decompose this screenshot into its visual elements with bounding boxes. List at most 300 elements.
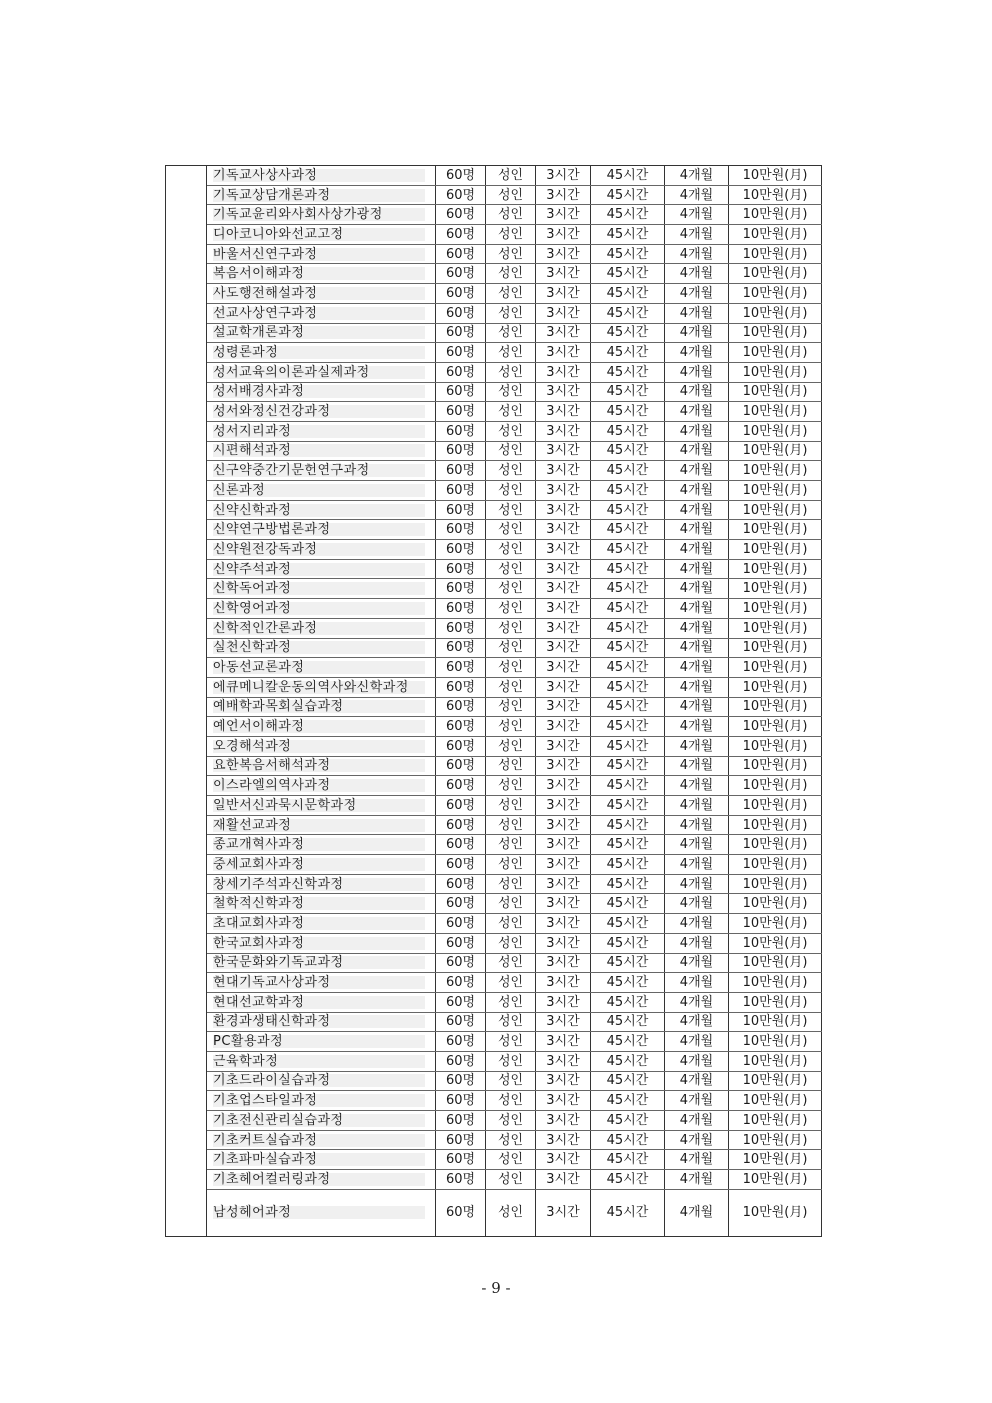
- target-cell: 성인: [486, 973, 536, 993]
- period-cell: 4개월: [665, 815, 729, 835]
- course-name: 에큐메니칼운동의역사와신학과정: [213, 681, 425, 694]
- period-cell: 4개월: [665, 264, 729, 284]
- course-name-cell: [207, 520, 436, 540]
- capacity-cell: 60명: [436, 500, 486, 520]
- category-cell: [166, 1150, 207, 1170]
- fee-cell: 10만원(月): [729, 835, 822, 855]
- total-hours-cell: 45시간: [591, 559, 665, 579]
- fee-cell: 10만원(月): [729, 677, 822, 697]
- capacity-cell: 60명: [436, 658, 486, 678]
- capacity-cell: 60명: [436, 638, 486, 658]
- table-row: [166, 796, 822, 816]
- course-name: 기초커트실습과정: [213, 1134, 425, 1147]
- target-cell: 성인: [486, 658, 536, 678]
- total-hours-cell: 45시간: [591, 402, 665, 422]
- capacity-cell: 60명: [436, 756, 486, 776]
- target-cell: 성인: [486, 382, 536, 402]
- capacity-cell: 60명: [436, 185, 486, 205]
- session-hours-cell: 3시간: [536, 894, 591, 914]
- session-hours-cell: 3시간: [536, 225, 591, 245]
- capacity-cell: 60명: [436, 402, 486, 422]
- category-cell: [166, 736, 207, 756]
- total-hours-cell: 45시간: [591, 1130, 665, 1150]
- total-hours-cell: 45시간: [591, 481, 665, 501]
- target-cell: 성인: [486, 500, 536, 520]
- course-name: 종교개혁사과정: [213, 838, 425, 851]
- course-name: 신학적인간론과정: [213, 622, 425, 635]
- session-hours-cell: 3시간: [536, 638, 591, 658]
- capacity-cell: 60명: [436, 1170, 486, 1190]
- target-cell: 성인: [486, 559, 536, 579]
- target-cell: 성인: [486, 677, 536, 697]
- total-hours-cell: 45시간: [591, 874, 665, 894]
- period-cell: 4개월: [665, 658, 729, 678]
- total-hours-cell: 45시간: [591, 697, 665, 717]
- fee-cell: 10만원(月): [729, 1091, 822, 1111]
- course-name-cell: [207, 815, 436, 835]
- course-name-cell: [207, 933, 436, 953]
- course-name-cell: [207, 1189, 436, 1236]
- period-cell: 4개월: [665, 1189, 729, 1236]
- target-cell: 성인: [486, 599, 536, 619]
- course-name: 성서와정신건강과정: [213, 405, 425, 418]
- total-hours-cell: 45시간: [591, 244, 665, 264]
- course-name: 기독교사상사과정: [213, 169, 425, 182]
- fee-cell: 10만원(月): [729, 540, 822, 560]
- course-name: 복음서이해과정: [213, 267, 425, 280]
- course-name-cell: [207, 402, 436, 422]
- category-cell: [166, 481, 207, 501]
- course-name: 이스라엘의역사과정: [213, 779, 425, 792]
- session-hours-cell: 3시간: [536, 933, 591, 953]
- capacity-cell: 60명: [436, 303, 486, 323]
- table-row: [166, 441, 822, 461]
- course-name: 신학독어과정: [213, 582, 425, 595]
- total-hours-cell: 45시간: [591, 362, 665, 382]
- course-name-cell: [207, 185, 436, 205]
- course-name-cell: [207, 835, 436, 855]
- target-cell: 성인: [486, 1189, 536, 1236]
- category-cell: [166, 618, 207, 638]
- fee-cell: 10만원(月): [729, 815, 822, 835]
- course-table: [165, 165, 822, 1237]
- period-cell: 4개월: [665, 1032, 729, 1052]
- fee-cell: 10만원(月): [729, 579, 822, 599]
- category-cell: [166, 697, 207, 717]
- session-hours-cell: 3시간: [536, 874, 591, 894]
- course-name-cell: [207, 166, 436, 186]
- session-hours-cell: 3시간: [536, 284, 591, 304]
- capacity-cell: 60명: [436, 1012, 486, 1032]
- target-cell: 성인: [486, 166, 536, 186]
- capacity-cell: 60명: [436, 559, 486, 579]
- target-cell: 성인: [486, 796, 536, 816]
- target-cell: 성인: [486, 933, 536, 953]
- fee-cell: 10만원(月): [729, 796, 822, 816]
- total-hours-cell: 45시간: [591, 796, 665, 816]
- target-cell: 성인: [486, 225, 536, 245]
- target-cell: 성인: [486, 1150, 536, 1170]
- capacity-cell: 60명: [436, 776, 486, 796]
- capacity-cell: 60명: [436, 461, 486, 481]
- fee-cell: 10만원(月): [729, 697, 822, 717]
- session-hours-cell: 3시간: [536, 914, 591, 934]
- target-cell: 성인: [486, 264, 536, 284]
- fee-cell: 10만원(月): [729, 323, 822, 343]
- table-row: [166, 953, 822, 973]
- fee-cell: 10만원(月): [729, 559, 822, 579]
- fee-cell: 10만원(月): [729, 382, 822, 402]
- period-cell: 4개월: [665, 1170, 729, 1190]
- session-hours-cell: 3시간: [536, 717, 591, 737]
- target-cell: 성인: [486, 481, 536, 501]
- category-cell: [166, 402, 207, 422]
- session-hours-cell: 3시간: [536, 402, 591, 422]
- category-cell: [166, 500, 207, 520]
- period-cell: 4개월: [665, 421, 729, 441]
- target-cell: 성인: [486, 323, 536, 343]
- target-cell: 성인: [486, 343, 536, 363]
- session-hours-cell: 3시간: [536, 618, 591, 638]
- capacity-cell: 60명: [436, 599, 486, 619]
- category-cell: [166, 776, 207, 796]
- period-cell: 4개월: [665, 914, 729, 934]
- capacity-cell: 60명: [436, 894, 486, 914]
- table-row: [166, 1091, 822, 1111]
- capacity-cell: 60명: [436, 992, 486, 1012]
- period-cell: 4개월: [665, 874, 729, 894]
- total-hours-cell: 45시간: [591, 992, 665, 1012]
- period-cell: 4개월: [665, 992, 729, 1012]
- capacity-cell: 60명: [436, 1071, 486, 1091]
- total-hours-cell: 45시간: [591, 1150, 665, 1170]
- category-cell: [166, 1111, 207, 1131]
- target-cell: 성인: [486, 205, 536, 225]
- category-cell: [166, 1032, 207, 1052]
- course-name-cell: [207, 461, 436, 481]
- course-name-cell: [207, 343, 436, 363]
- course-name: 실천신학과정: [213, 641, 425, 654]
- total-hours-cell: 45시간: [591, 166, 665, 186]
- capacity-cell: 60명: [436, 618, 486, 638]
- total-hours-cell: 45시간: [591, 343, 665, 363]
- fee-cell: 10만원(月): [729, 1130, 822, 1150]
- course-name: 오경해석과정: [213, 740, 425, 753]
- course-name: 한국문화와기독교과정: [213, 956, 425, 969]
- category-cell: [166, 559, 207, 579]
- session-hours-cell: 3시간: [536, 579, 591, 599]
- table-row: [166, 1051, 822, 1071]
- target-cell: 성인: [486, 244, 536, 264]
- fee-cell: 10만원(月): [729, 284, 822, 304]
- category-cell: [166, 323, 207, 343]
- session-hours-cell: 3시간: [536, 658, 591, 678]
- course-name: 근육학과정: [213, 1055, 425, 1068]
- session-hours-cell: 3시간: [536, 244, 591, 264]
- period-cell: 4개월: [665, 579, 729, 599]
- fee-cell: 10만원(月): [729, 756, 822, 776]
- category-cell: [166, 520, 207, 540]
- table-row: [166, 421, 822, 441]
- course-name: 중세교회사과정: [213, 858, 425, 871]
- category-cell: [166, 185, 207, 205]
- session-hours-cell: 3시간: [536, 599, 591, 619]
- capacity-cell: 60명: [436, 382, 486, 402]
- table-row: [166, 205, 822, 225]
- capacity-cell: 60명: [436, 441, 486, 461]
- total-hours-cell: 45시간: [591, 520, 665, 540]
- category-cell: [166, 835, 207, 855]
- table-row: [166, 933, 822, 953]
- table-row: [166, 402, 822, 422]
- course-name-cell: [207, 874, 436, 894]
- course-name: 아동선교론과정: [213, 661, 425, 674]
- fee-cell: 10만원(月): [729, 736, 822, 756]
- course-name: 신약연구방법론과정: [213, 523, 425, 536]
- fee-cell: 10만원(月): [729, 303, 822, 323]
- total-hours-cell: 45시간: [591, 1071, 665, 1091]
- table-row: [166, 500, 822, 520]
- target-cell: 성인: [486, 284, 536, 304]
- table-row: [166, 1150, 822, 1170]
- target-cell: 성인: [486, 303, 536, 323]
- period-cell: 4개월: [665, 796, 729, 816]
- period-cell: 4개월: [665, 835, 729, 855]
- course-name: 신학영어과정: [213, 602, 425, 615]
- total-hours-cell: 45시간: [591, 205, 665, 225]
- course-name: 성서교육의이론과실제과정: [213, 366, 425, 379]
- session-hours-cell: 3시간: [536, 677, 591, 697]
- table-row: [166, 579, 822, 599]
- fee-cell: 10만원(月): [729, 461, 822, 481]
- table-row: [166, 225, 822, 245]
- fee-cell: 10만원(月): [729, 1111, 822, 1131]
- category-cell: [166, 599, 207, 619]
- capacity-cell: 60명: [436, 933, 486, 953]
- course-name: 재활선교과정: [213, 819, 425, 832]
- session-hours-cell: 3시간: [536, 559, 591, 579]
- period-cell: 4개월: [665, 225, 729, 245]
- table-row: [166, 303, 822, 323]
- course-name: 현대기독교사상과정: [213, 976, 425, 989]
- category-cell: [166, 638, 207, 658]
- table-row: [166, 520, 822, 540]
- capacity-cell: 60명: [436, 264, 486, 284]
- fee-cell: 10만원(月): [729, 717, 822, 737]
- fee-cell: 10만원(月): [729, 402, 822, 422]
- category-cell: [166, 874, 207, 894]
- session-hours-cell: 3시간: [536, 500, 591, 520]
- period-cell: 4개월: [665, 362, 729, 382]
- table-row: [166, 559, 822, 579]
- table-row: [166, 1071, 822, 1091]
- course-name: 요한복음서해석과정: [213, 759, 425, 772]
- target-cell: 성인: [486, 894, 536, 914]
- capacity-cell: 60명: [436, 796, 486, 816]
- session-hours-cell: 3시간: [536, 303, 591, 323]
- target-cell: 성인: [486, 362, 536, 382]
- target-cell: 성인: [486, 1012, 536, 1032]
- period-cell: 4개월: [665, 933, 729, 953]
- course-name-cell: [207, 559, 436, 579]
- table-row: [166, 618, 822, 638]
- capacity-cell: 60명: [436, 1091, 486, 1111]
- total-hours-cell: 45시간: [591, 225, 665, 245]
- target-cell: 성인: [486, 579, 536, 599]
- table-row: [166, 244, 822, 264]
- target-cell: 성인: [486, 402, 536, 422]
- table-row: [166, 658, 822, 678]
- capacity-cell: 60명: [436, 855, 486, 875]
- target-cell: 성인: [486, 776, 536, 796]
- category-cell: [166, 992, 207, 1012]
- capacity-cell: 60명: [436, 1130, 486, 1150]
- target-cell: 성인: [486, 1091, 536, 1111]
- period-cell: 4개월: [665, 441, 729, 461]
- course-name: 신약원전강독과정: [213, 543, 425, 556]
- session-hours-cell: 3시간: [536, 520, 591, 540]
- period-cell: 4개월: [665, 1071, 729, 1091]
- table-row: [166, 756, 822, 776]
- period-cell: 4개월: [665, 540, 729, 560]
- total-hours-cell: 45시간: [591, 1091, 665, 1111]
- course-name-cell: [207, 1170, 436, 1190]
- category-cell: [166, 441, 207, 461]
- total-hours-cell: 45시간: [591, 599, 665, 619]
- session-hours-cell: 3시간: [536, 1051, 591, 1071]
- course-name-cell: [207, 756, 436, 776]
- target-cell: 성인: [486, 992, 536, 1012]
- table-row: [166, 677, 822, 697]
- course-name: 신약주석과정: [213, 563, 425, 576]
- session-hours-cell: 3시간: [536, 855, 591, 875]
- course-name-cell: [207, 894, 436, 914]
- course-name: 사도행전해설과정: [213, 287, 425, 300]
- fee-cell: 10만원(月): [729, 1150, 822, 1170]
- course-name: PC활용과정: [213, 1035, 425, 1048]
- table-row: [166, 185, 822, 205]
- course-name: 성서지리과정: [213, 425, 425, 438]
- course-name: 기독교상담개론과정: [213, 189, 425, 202]
- session-hours-cell: 3시간: [536, 1130, 591, 1150]
- capacity-cell: 60명: [436, 953, 486, 973]
- course-name-cell: [207, 244, 436, 264]
- period-cell: 4개월: [665, 402, 729, 422]
- period-cell: 4개월: [665, 323, 729, 343]
- total-hours-cell: 45시간: [591, 914, 665, 934]
- course-name-cell: [207, 1012, 436, 1032]
- category-cell: [166, 579, 207, 599]
- period-cell: 4개월: [665, 638, 729, 658]
- total-hours-cell: 45시간: [591, 717, 665, 737]
- capacity-cell: 60명: [436, 874, 486, 894]
- period-cell: 4개월: [665, 717, 729, 737]
- table-row: [166, 540, 822, 560]
- total-hours-cell: 45시간: [591, 855, 665, 875]
- capacity-cell: 60명: [436, 362, 486, 382]
- fee-cell: 10만원(月): [729, 618, 822, 638]
- course-name: 기독교윤리와사회사상가광정: [213, 208, 425, 221]
- fee-cell: 10만원(月): [729, 362, 822, 382]
- category-cell: [166, 1170, 207, 1190]
- course-name-cell: [207, 205, 436, 225]
- course-name-cell: [207, 481, 436, 501]
- table-row: [166, 717, 822, 737]
- period-cell: 4개월: [665, 1091, 729, 1111]
- session-hours-cell: 3시간: [536, 441, 591, 461]
- course-name-cell: [207, 500, 436, 520]
- target-cell: 성인: [486, 421, 536, 441]
- table-row: [166, 1189, 822, 1236]
- session-hours-cell: 3시간: [536, 1150, 591, 1170]
- period-cell: 4개월: [665, 1012, 729, 1032]
- period-cell: 4개월: [665, 284, 729, 304]
- fee-cell: 10만원(月): [729, 1051, 822, 1071]
- period-cell: 4개월: [665, 500, 729, 520]
- fee-cell: 10만원(月): [729, 1071, 822, 1091]
- session-hours-cell: 3시간: [536, 362, 591, 382]
- period-cell: 4개월: [665, 343, 729, 363]
- course-name-cell: [207, 599, 436, 619]
- period-cell: 4개월: [665, 599, 729, 619]
- capacity-cell: 60명: [436, 166, 486, 186]
- course-name-cell: [207, 323, 436, 343]
- fee-cell: 10만원(月): [729, 166, 822, 186]
- period-cell: 4개월: [665, 1130, 729, 1150]
- category-cell: [166, 225, 207, 245]
- course-name: 남성헤어과정: [213, 1206, 425, 1219]
- target-cell: 성인: [486, 520, 536, 540]
- target-cell: 성인: [486, 1130, 536, 1150]
- session-hours-cell: 3시간: [536, 992, 591, 1012]
- total-hours-cell: 45시간: [591, 540, 665, 560]
- session-hours-cell: 3시간: [536, 540, 591, 560]
- total-hours-cell: 45시간: [591, 835, 665, 855]
- total-hours-cell: 45시간: [591, 323, 665, 343]
- period-cell: 4개월: [665, 205, 729, 225]
- course-name-cell: [207, 736, 436, 756]
- session-hours-cell: 3시간: [536, 1091, 591, 1111]
- fee-cell: 10만원(月): [729, 973, 822, 993]
- total-hours-cell: 45시간: [591, 1012, 665, 1032]
- table-row: [166, 284, 822, 304]
- period-cell: 4개월: [665, 736, 729, 756]
- course-name: 환경과생태신학과정: [213, 1015, 425, 1028]
- table-row: [166, 894, 822, 914]
- total-hours-cell: 45시간: [591, 973, 665, 993]
- capacity-cell: 60명: [436, 1051, 486, 1071]
- period-cell: 4개월: [665, 894, 729, 914]
- capacity-cell: 60명: [436, 973, 486, 993]
- category-cell: [166, 421, 207, 441]
- total-hours-cell: 45시간: [591, 776, 665, 796]
- capacity-cell: 60명: [436, 914, 486, 934]
- session-hours-cell: 3시간: [536, 736, 591, 756]
- total-hours-cell: 45시간: [591, 894, 665, 914]
- fee-cell: 10만원(月): [729, 1170, 822, 1190]
- table-row: [166, 382, 822, 402]
- course-name-cell: [207, 284, 436, 304]
- table-row: [166, 166, 822, 186]
- course-name-cell: [207, 225, 436, 245]
- category-cell: [166, 1130, 207, 1150]
- course-name: 예언서이해과정: [213, 720, 425, 733]
- category-cell: [166, 855, 207, 875]
- target-cell: 성인: [486, 1032, 536, 1052]
- fee-cell: 10만원(月): [729, 992, 822, 1012]
- capacity-cell: 60명: [436, 579, 486, 599]
- session-hours-cell: 3시간: [536, 776, 591, 796]
